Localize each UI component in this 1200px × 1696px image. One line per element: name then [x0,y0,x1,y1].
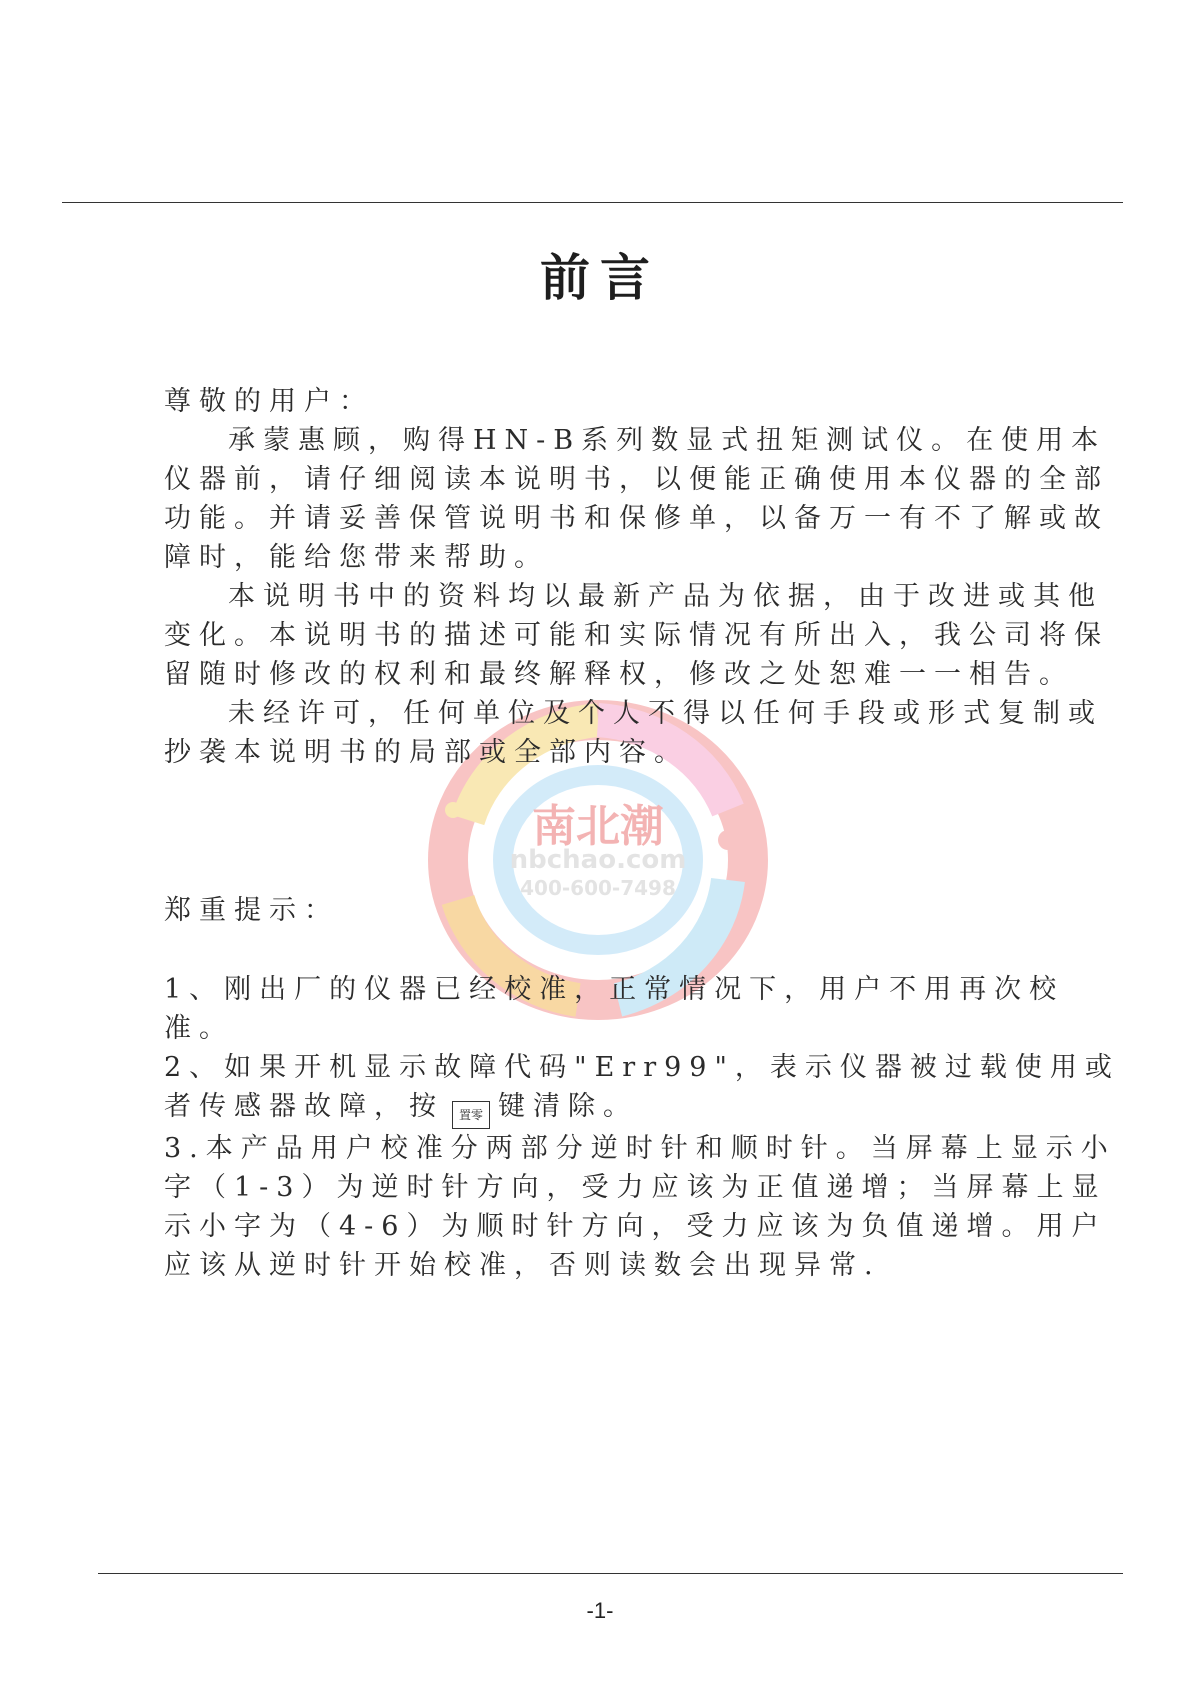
page-number: -1- [586,1598,614,1623]
paragraph: 本说明书中的资料均以最新产品为依据，由于改进或其他变化。本说明书的描述可能和实际情况有所出入，我公司将保留随时修改的权利和最终解释权，修改之处恕难一一相告。 [164,581,1109,690]
header-divider [62,202,1123,203]
paragraph: 承蒙惠顾，购得HN-B系列数显式扭矩测试仪。在使用本仪器前，请仔细阅读本说明书，以便能正确使用本仪器的全部功能。并请妥善保管说明书和保修单，以备万一有不了解或故障时，能给您带来帮助。 [164,425,1109,573]
paragraph: 未经许可，任何单位及个人不得以任何手段或形式复制或抄袭本说明书的局部或全部内容。 [164,698,1103,768]
salutation: 尊敬的用户： [164,386,374,417]
notice-heading: 郑重提示： [164,895,339,926]
watermark-site: nbchao.com [509,845,687,875]
notice-item-text: 2、如果开机显示故障代码"Err99"，表示仪器被过载使用或者传感器故障，按 [164,1052,1120,1122]
notice-item: 3.本产品用户校准分两部分逆时针和顺时针。当屏幕上显示小字（1-3）为逆时针方向，受力应该为正值递增；当屏幕上显示小字为（4-6）为顺时针方向，受力应该为负值递增。用户应该从逆时针开始校准，否则读数会出现异常. [164,1133,1116,1281]
notice-item [164,1048,1124,1129]
notice-list [164,970,1124,1285]
page-title: 前言 [540,249,660,307]
zero-key-icon: 置零 [452,1101,490,1129]
notice-item: 1、刚出厂的仪器已经校准，正常情况下，用户不用再次校准。 [164,974,1065,1044]
watermark-phone: 400-600-7498 [520,876,676,900]
footer-divider [98,1573,1123,1574]
notice-item-text: 键清除。 [498,1091,638,1122]
watermark-brand: 南北潮 [532,801,664,852]
preface-body [164,382,1124,772]
